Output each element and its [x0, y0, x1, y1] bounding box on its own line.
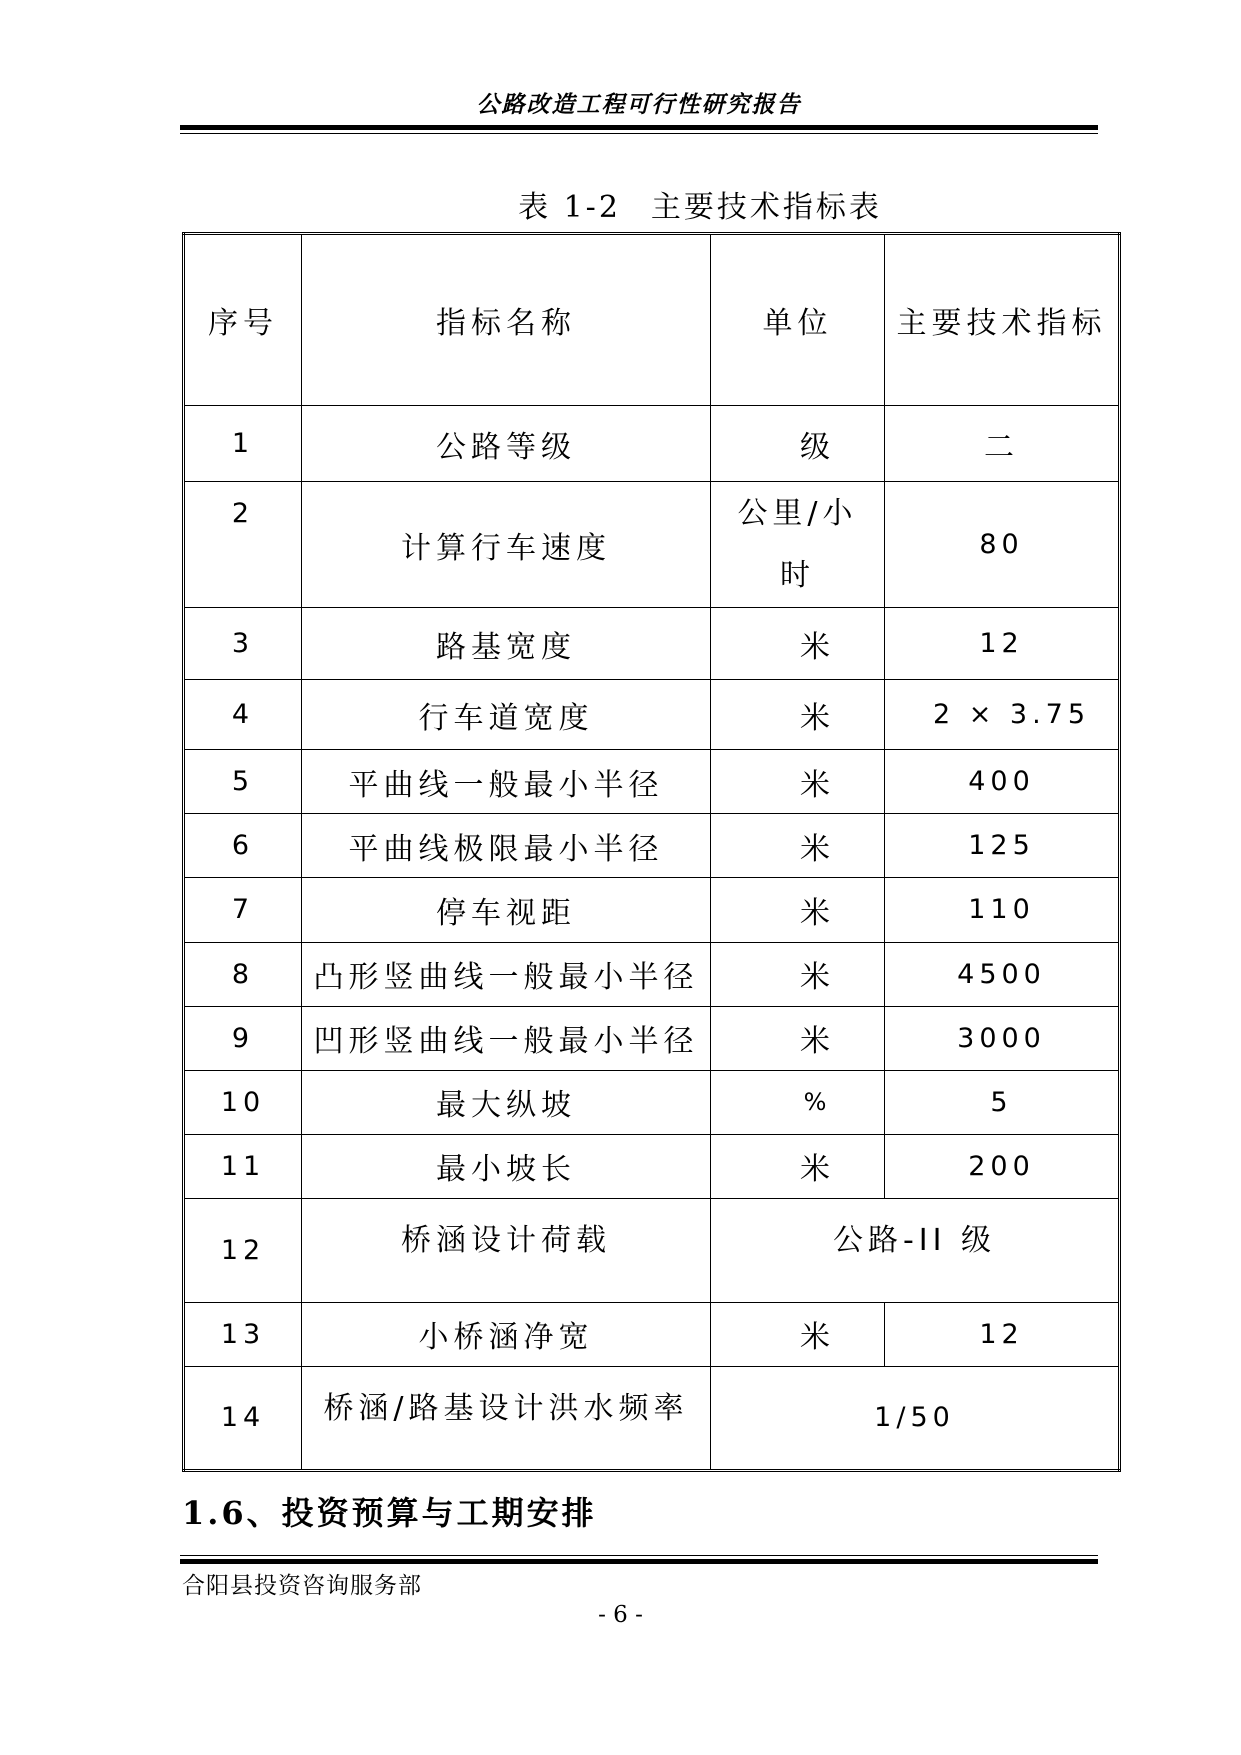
table-row — [184, 750, 1120, 814]
header-cell-value: 主要技术指标 — [885, 234, 1120, 406]
row-unit: 米 — [711, 1302, 885, 1366]
row-name: 平曲线极限最小半径 — [302, 814, 711, 878]
row-no: 10 — [184, 1070, 302, 1134]
row-name: 计算行车速度 — [302, 482, 711, 608]
row-unit: 米 — [711, 878, 885, 942]
row-no: 4 — [184, 680, 302, 750]
row-value: 110 — [885, 878, 1120, 942]
row-name: 路基宽度 — [302, 608, 711, 680]
row-unit: 级 — [711, 406, 885, 482]
row-value: 2 × 3.75 — [885, 680, 1120, 750]
row-value: 400 — [885, 750, 1120, 814]
row-name: 公路等级 — [302, 406, 711, 482]
row-name: 最小坡长 — [302, 1134, 711, 1198]
header-cell-name: 指标名称 — [302, 234, 711, 406]
header-rule-thin — [180, 133, 1098, 134]
row-name: 桥涵设计荷载 — [302, 1198, 711, 1302]
row-no: 9 — [184, 1006, 302, 1070]
row-name: 小桥涵净宽 — [302, 1302, 711, 1366]
header-cell-no: 序号 — [184, 234, 302, 406]
row-value: 3000 — [885, 1006, 1120, 1070]
table-caption-number: 表 1-2 — [518, 190, 621, 225]
row-value: 4500 — [885, 942, 1120, 1006]
row-value: 5 — [885, 1070, 1120, 1134]
row-name: 平曲线一般最小半径 — [302, 750, 711, 814]
row-no: 12 — [184, 1198, 302, 1302]
row-name: 凹形竖曲线一般最小半径 — [302, 1006, 711, 1070]
table-row — [184, 878, 1120, 942]
row-value: 200 — [885, 1134, 1120, 1198]
table-row — [184, 608, 1120, 680]
table-header-row — [184, 234, 1120, 406]
row-no: 5 — [184, 750, 302, 814]
table-row — [184, 406, 1120, 482]
table-row — [184, 1134, 1120, 1198]
row-value: 80 — [885, 482, 1120, 608]
row-no: 3 — [184, 608, 302, 680]
row-value: 12 — [885, 1302, 1120, 1366]
table-row — [184, 814, 1120, 878]
table-row — [184, 1302, 1120, 1366]
row-no: 13 — [184, 1302, 302, 1366]
row-name: 桥涵/路基设计洪水频率 — [302, 1366, 711, 1470]
row-unit — [711, 482, 885, 608]
row-no: 7 — [184, 878, 302, 942]
row-value: 125 — [885, 814, 1120, 878]
row-unit: 米 — [711, 680, 885, 750]
row-unit: 米 — [711, 750, 885, 814]
row-no: 6 — [184, 814, 302, 878]
row-no: 8 — [184, 942, 302, 1006]
table-row — [184, 942, 1120, 1006]
row-name: 最大纵坡 — [302, 1070, 711, 1134]
footer-rule-thin — [180, 1555, 1098, 1556]
row-unit: 米 — [711, 1134, 885, 1198]
row-no: 14 — [184, 1366, 302, 1470]
table-row — [184, 1006, 1120, 1070]
table-caption-title: 主要技术指标表 — [650, 190, 882, 225]
table-row — [184, 1198, 1120, 1302]
row-unit: 米 — [711, 942, 885, 1006]
table-row — [184, 680, 1120, 750]
row-unit-line2: 时 — [780, 557, 815, 593]
row-name: 停车视距 — [302, 878, 711, 942]
running-header: 公路改造工程可行性研究报告 — [476, 92, 802, 118]
footer-organization: 合阳县投资咨询服务部 — [182, 1573, 422, 1599]
row-name: 行车道宽度 — [302, 680, 711, 750]
row-merged-value: 1/50 — [711, 1366, 1120, 1470]
header-cell-unit: 单位 — [711, 234, 885, 406]
row-no: 2 — [184, 482, 302, 608]
technical-indicators-table — [182, 232, 1121, 1472]
row-no: 11 — [184, 1134, 302, 1198]
row-name: 凸形竖曲线一般最小半径 — [302, 942, 711, 1006]
table-row — [184, 482, 1120, 608]
row-unit: % — [711, 1070, 885, 1134]
footer-rule-thick — [180, 1559, 1098, 1564]
page-number: - 6 - — [598, 1602, 643, 1628]
row-unit: 米 — [711, 608, 885, 680]
row-merged-value: 公路-II 级 — [711, 1198, 1120, 1302]
table-row — [184, 1070, 1120, 1134]
row-no: 1 — [184, 406, 302, 482]
table-row — [184, 1366, 1120, 1470]
header-rule-thick — [180, 125, 1098, 130]
row-value: 二 — [885, 406, 1120, 482]
table-caption — [180, 182, 1220, 226]
row-unit: 米 — [711, 814, 885, 878]
row-unit-line1: 公里/小 — [737, 495, 858, 531]
row-unit: 米 — [711, 1006, 885, 1070]
row-value: 12 — [885, 608, 1120, 680]
section-heading: 1.6、投资预算与工期安排 — [182, 1494, 597, 1532]
